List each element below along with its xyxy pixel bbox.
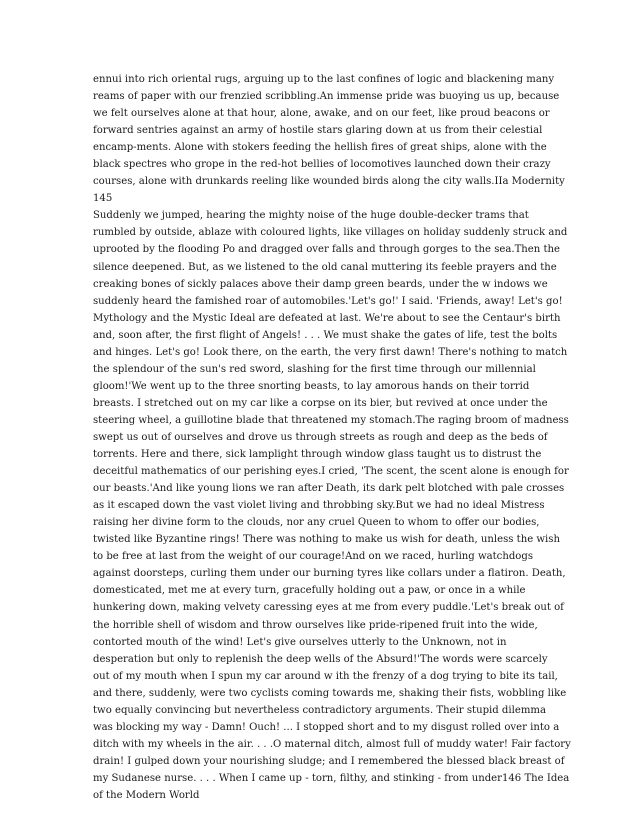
text-line: creaking bones of sickly palaces above their damp green beards, under the w indows we: [93, 278, 548, 290]
text-line: to be free at last from the weight of our courage!And on we raced, hurling watchdogs: [93, 551, 534, 563]
text-line: reams of paper with our frenzied scribbling.An immense pride was buoying us up, because: [93, 91, 560, 103]
text-line: courses, alone with drunkards reeling like wounded birds along the city walls.IIa Modernity: [93, 176, 565, 188]
text-line: and there, suddenly, were two cyclists coming towards me, shaking their fists, wobbling like: [93, 687, 567, 699]
text-line: swept us out of ourselves and drove us through streets as rough and deep as the beds of: [93, 431, 548, 443]
text-line: ennui into rich oriental rugs, arguing up to the last confines of logic and blackening many: [93, 74, 555, 85]
text-line: deceitful mathematics of our perishing eyes.I cried, 'The scent, the scent alone is enough for: [93, 466, 569, 478]
text-line: forward sentries against an army of hostile stars glaring down at us from their celestial: [93, 125, 543, 137]
text-line: the horrible shell of wisdom and throw ourselves like pride-ripened fruit into the wide,: [93, 619, 538, 631]
text-line: the splendour of the sun's red sword, slashing for the first time through our millennial: [93, 363, 536, 375]
text-line: raising her divine form to the clouds, nor any cruel Queen to whom to offer our bodies,: [93, 517, 540, 529]
text-line: steering wheel, a guillotine blade that threatened my stomach.The raging broom of madness: [93, 414, 569, 426]
text-line: was blocking my way - Damn! Ouch! ... I stopped short and to my disgust rolled over into a: [93, 721, 560, 733]
text-line: our beasts.'And like young lions we ran after Death, its dark pelt blotched with pale crosses: [93, 483, 565, 495]
text-line: drain! I gulped down your nourishing sludge; and I remembered the blessed black breast of: [93, 755, 565, 767]
text-line: against doorsteps, curling them under our burning tyres like collars under a flatiron. Death,: [93, 568, 566, 580]
text-line: of the Modern World: [93, 789, 200, 801]
text-line: and hinges. Let's go! Look there, on the earth, the very first dawn! There's nothing to match: [93, 346, 568, 358]
text-line: out of my mouth when I spun my car around w ith the frenzy of a dog trying to bite its tail,: [93, 670, 558, 682]
text-line: uprooted by the flooding Po and dragged over falls and through gorges to the sea.Then the: [93, 244, 561, 256]
text-line: we felt ourselves alone at that hour, alone, awake, and on our feet, like proud beacons or: [93, 108, 550, 120]
text-line: suddenly heard the famished roar of automobiles.'Let's go!' I said. 'Friends, away! Let's go!: [93, 295, 563, 307]
text-line: torrents. Here and there, sick lamplight through window glass taught us to distrust the: [93, 449, 542, 461]
text-line: two equally convincing but nevertheless contradictory arguments. Their stupid dilemma: [93, 704, 546, 716]
text-line: silence deepened. But, as we listened to the old canal muttering its feeble prayers and the: [93, 261, 557, 273]
text-line: contorted mouth of the wind! Let's give ourselves utterly to the Unknown, not in: [93, 636, 507, 648]
text-line: twisted like Byzantine rings! There was nothing to make us wish for death, unless the wish: [93, 534, 560, 546]
text-line: ditch with my wheels in the air. . . .O maternal ditch, almost full of muddy water! Fair factory: [93, 738, 571, 750]
text-line: encamp-ments. Alone with stokers feeding the hellish fires of great ships, alone with the: [93, 142, 547, 154]
text-line: desperation but only to replenish the deep wells of the Absurd!'The words were scarcely: [93, 653, 548, 665]
text-line: black spectres who grope in the red-hot bellies of locomotives launched down their crazy: [93, 159, 551, 171]
text-line: Suddenly we jumped, hearing the mighty noise of the huge double-decker trams that: [93, 210, 529, 222]
text-line: gloom!'We went up to the three snorting beasts, to lay amorous hands on their torrid: [93, 380, 530, 392]
text-line: Mythology and the Mystic Ideal are defeated at last. We're about to see the Centaur's birth: [93, 312, 561, 324]
text-line: and, soon after, the first flight of Angels! . . . We must shake the gates of life, test the bolts: [93, 329, 558, 341]
text-line: rumbled by outside, ablaze with coloured lights, like villages on holiday suddenly struck and: [93, 227, 568, 239]
text-line: breasts. I stretched out on my car like a corpse on its bier, but revived at once under the: [93, 397, 548, 409]
text-line: as it escaped down the vast violet living and throbbing sky.But we had no ideal Mistress: [93, 500, 545, 512]
text-line: hunkering down, making velvety caressing eyes at me from every puddle.'Let's break out of: [93, 602, 564, 614]
text-line: 145: [93, 193, 113, 205]
text-line: domesticated, met me at every turn, gracefully holding out a paw, or once in a while: [93, 585, 526, 597]
body-text: [93, 71, 571, 804]
text-line: my Sudanese nurse. . . . When I came up - torn, filthy, and stinking - from under146 The Idea: [93, 772, 570, 784]
